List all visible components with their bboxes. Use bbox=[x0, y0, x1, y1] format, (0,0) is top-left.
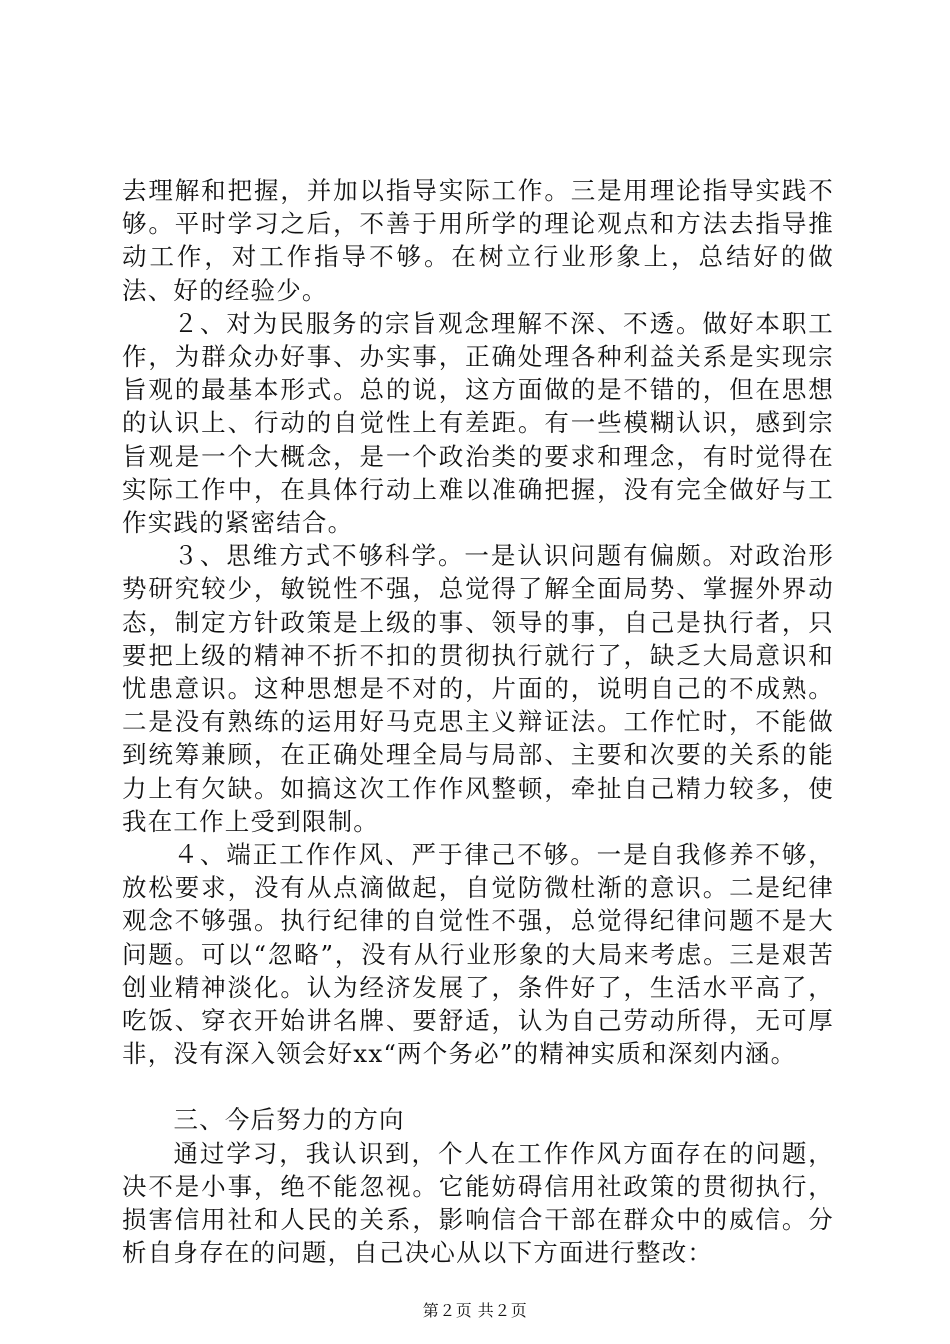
section-heading: 三、今后努力的方向 bbox=[173, 1105, 405, 1135]
paragraph-continuation: 去理解和把握，并加以指导实际工作。三是用理论指导实践不够。平时学习之后，不善于用所学的理论观点和方法去指导推动工作，对工作指导不够。在树立行业形象上，总结好的做法、好的经验少。 bbox=[122, 176, 834, 305]
paragraph-item-3: ３、思维方式不够科学。一是认识问题有偏颇。对政治形势研究较少，敏锐性不强，总觉得了解全面局势、掌握外界动态，制定方针政策是上级的事、领导的事，自己是执行者，只要把上级的精神不折不扣的贯彻执行就行了，缺乏大局意识和忧患意识。这种思想是不对的，片面的，说明自己的不成熟。二是没有熟练的运用好马克思主义辩证法。工作忙时，不能做到统筹兼顾，在正确处理全局与局部、主要和次要的关系的能力上有欠缺。如搞这次工作作风整顿，牵扯自己精力较多，使我在工作上受到限制。 bbox=[122, 541, 834, 836]
paragraph-item-4: ４、端正工作作风、严于律己不够。一是自我修养不够，放松要求，没有从点滴做起，自觉防微杜渐的意识。二是纪律观念不够强。执行纪律的自觉性不强，总觉得纪律问题不是大问题。可以“忽略”，没有从行业形象的大局来考虑。三是艰苦创业精神淡化。认为经济发展了，条件好了，生活水平高了，吃饭、穿衣开始讲名牌、要舒适，认为自己劳动所得，无可厚非，没有深入领会好xx“两个务必”的精神实质和深刻内涵。 bbox=[122, 840, 834, 1069]
document-body bbox=[122, 174, 834, 1270]
section-spacer bbox=[122, 1070, 834, 1103]
paragraph-closing: 通过学习，我认识到，个人在工作作风方面存在的问题，决不是小事，绝不能忽视。它能妨碍信用社政策的贯彻执行，损害信用社和人民的关系，影响信合干部在群众中的威信。分析自身存在的问题，自己决心从以下方面进行整改： bbox=[122, 1138, 834, 1268]
page-footer: 第２页 共２页 bbox=[422, 1301, 528, 1320]
paragraph-item-2: ２、对为民服务的宗旨观念理解不深、不透。做好本职工作，为群众办好事、办实事，正确处理各种利益关系是实现宗旨观的最基本形式。总的说，这方面做的是不错的，但在思想的认识上、行动的自觉性上有差距。有一些模糊认识，感到宗旨观是一个大概念，是一个政治类的要求和理念，有时觉得在实际工作中，在具体行动上难以准确把握，没有完全做好与工作实践的紧密结合。 bbox=[122, 308, 834, 538]
